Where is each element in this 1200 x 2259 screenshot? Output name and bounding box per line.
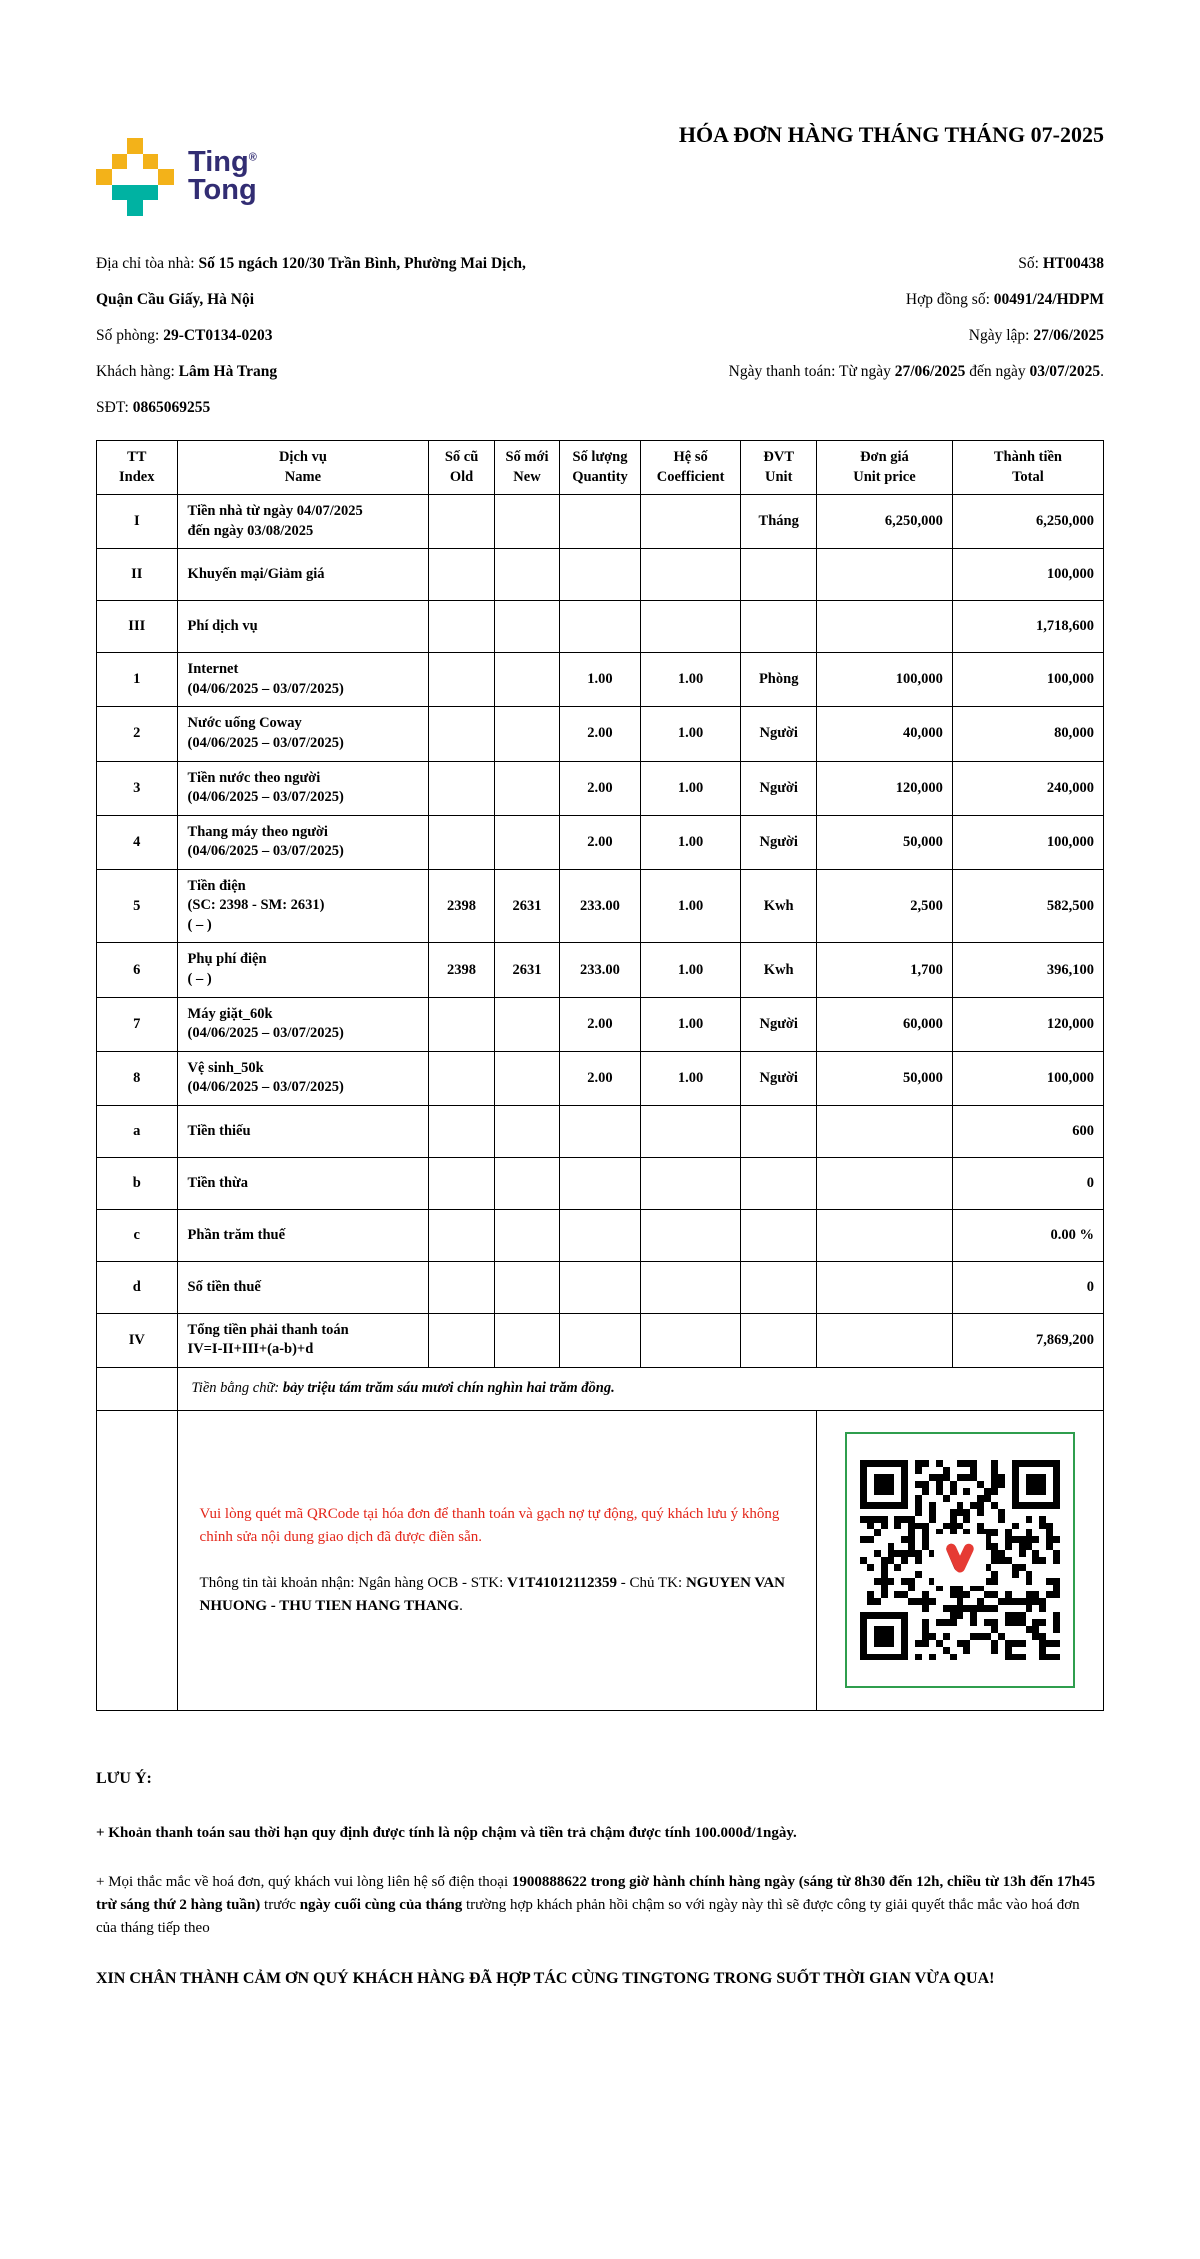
amount-in-words: Tiền bằng chữ: bảy triệu tám trăm sáu mươi chín nghìn hai trăm đồng. [177, 1367, 1103, 1410]
cell-old [429, 761, 494, 815]
qr-code-frame [845, 1432, 1075, 1688]
tingtong-wordmark [188, 146, 257, 206]
table-row [97, 1261, 1104, 1313]
document-title: HÓA ĐƠN HÀNG THÁNG THÁNG 07-2025 [678, 122, 1104, 147]
cell-price [816, 1105, 952, 1157]
cell-old [429, 1261, 494, 1313]
cell-price [816, 549, 952, 601]
cell-total: 396,100 [952, 943, 1103, 997]
cell-old [429, 1157, 494, 1209]
cell-name: Phụ phí điện ( – ) [177, 943, 429, 997]
contract-number: Hợp đồng số: 00491/24/HDPM [905, 291, 1104, 308]
cell-index: 7 [97, 997, 178, 1051]
cell-price [816, 1313, 952, 1367]
tingtong-logo [96, 138, 257, 216]
table-row [97, 601, 1104, 653]
col-header-quantity: Số lượng Quantity [560, 441, 641, 495]
cell-qty: 2.00 [560, 815, 641, 869]
cell-new [494, 1157, 559, 1209]
cell-total: 0.00 % [952, 1209, 1103, 1261]
cell-price [816, 1261, 952, 1313]
cell-qty: 1.00 [560, 653, 641, 707]
cell-qty: 2.00 [560, 761, 641, 815]
table-row [97, 1313, 1104, 1367]
cell-new [494, 1051, 559, 1105]
cell-price [816, 601, 952, 653]
cell-total: 100,000 [952, 1051, 1103, 1105]
cell-price: 60,000 [816, 997, 952, 1051]
qr-code-cell [816, 1410, 1103, 1710]
table-row [97, 1209, 1104, 1261]
cell-coeff [640, 1261, 741, 1313]
table-row [97, 1105, 1104, 1157]
cell-total: 582,500 [952, 869, 1103, 943]
cell-unit: Người [741, 997, 817, 1051]
cell-index: c [97, 1209, 178, 1261]
registered-mark: ® [248, 151, 257, 164]
cell-unit: Người [741, 1051, 817, 1105]
cell-index: d [97, 1261, 178, 1313]
header [96, 118, 1104, 216]
cell-old [429, 495, 494, 549]
qr-scan-warning: Vui lòng quét mã QRCode tại hóa đơn để thanh toán và gạch nợ tự động, quý khách lưu ý không chỉnh sửa nội dung giao dịch đã được điền sẵn. [199, 1506, 780, 1545]
cell-total: 100,000 [952, 815, 1103, 869]
cell-new [494, 1261, 559, 1313]
cell-coeff: 1.00 [640, 1051, 741, 1105]
cell-total: 0 [952, 1157, 1103, 1209]
col-header-new: Số mới New [494, 441, 559, 495]
cell-coeff [640, 1105, 741, 1157]
cell-coeff: 1.00 [640, 707, 741, 761]
cell-coeff: 1.00 [640, 761, 741, 815]
cell-old [429, 1105, 494, 1157]
cell-unit: Phòng [741, 653, 817, 707]
table-row [97, 495, 1104, 549]
cell-qty: 2.00 [560, 707, 641, 761]
cell-price: 2,500 [816, 869, 952, 943]
cell-new [494, 761, 559, 815]
cell-old [429, 601, 494, 653]
cell-name: Tổng tiền phải thanh toán IV=I-II+III+(a-b)+d [177, 1313, 429, 1367]
cell-old [429, 815, 494, 869]
cell-name: Phí dịch vụ [177, 601, 429, 653]
amount-in-words-row [97, 1367, 1104, 1410]
cell-new [494, 495, 559, 549]
cell-new [494, 601, 559, 653]
cell-qty [560, 1313, 641, 1367]
cell-index: 8 [97, 1051, 178, 1105]
tingtong-logo-icon [96, 138, 174, 216]
cell-unit [741, 1157, 817, 1209]
cell-unit [741, 1313, 817, 1367]
cell-qty: 233.00 [560, 943, 641, 997]
cell-index: IV [97, 1313, 178, 1367]
cell-new [494, 653, 559, 707]
cell-unit [741, 549, 817, 601]
cell-old [429, 1313, 494, 1367]
cell-price: 1,700 [816, 943, 952, 997]
cell-index [97, 1367, 178, 1410]
cell-name: Tiền thiếu [177, 1105, 429, 1157]
cell-old: 2398 [429, 869, 494, 943]
cell-unit: Tháng [741, 495, 817, 549]
cell-unit: Người [741, 761, 817, 815]
cell-unit: Kwh [741, 943, 817, 997]
cell-unit [741, 1261, 817, 1313]
cell-qty [560, 601, 641, 653]
cell-new: 2631 [494, 869, 559, 943]
vietqr-heart-icon [934, 1534, 986, 1586]
cell-new [494, 1105, 559, 1157]
table-row [97, 1051, 1104, 1105]
cell-name: Tiền thừa [177, 1157, 429, 1209]
cell-name: Internet (04/06/2025 – 03/07/2025) [177, 653, 429, 707]
col-header-unit-price: Đơn giá Unit price [816, 441, 952, 495]
cell-name: Phần trăm thuế [177, 1209, 429, 1261]
cell-price: 50,000 [816, 815, 952, 869]
cell-index: III [97, 601, 178, 653]
col-header-unit: ĐVT Unit [741, 441, 817, 495]
thank-you-message: XIN CHÂN THÀNH CẢM ƠN QUÝ KHÁCH HÀNG ĐÃ HỢP TÁC CÙNG TINGTONG TRONG SUỐT THỜI GIAN VỪA QUA! [96, 1969, 995, 1987]
cell-old [429, 997, 494, 1051]
cell-index: II [97, 549, 178, 601]
cell-index: a [97, 1105, 178, 1157]
payment-instructions [177, 1410, 816, 1710]
col-header-old: Số cũ Old [429, 441, 494, 495]
cell-coeff [640, 1209, 741, 1261]
late-payment-note: + Khoản thanh toán sau thời hạn quy định được tính là nộp chậm và tiền trả chậm được tính 100.000đ/1ngày. [96, 1824, 797, 1841]
table-row [97, 869, 1104, 943]
cell-index: 2 [97, 707, 178, 761]
cell-coeff: 1.00 [640, 653, 741, 707]
cell-new [494, 997, 559, 1051]
cell-qty [560, 549, 641, 601]
invoice-table [96, 440, 1104, 1711]
cell-qty [560, 1105, 641, 1157]
cell-old [429, 707, 494, 761]
col-header-total: Thành tiền Total [952, 441, 1103, 495]
cell-old: 2398 [429, 943, 494, 997]
cell-qty [560, 495, 641, 549]
cell-name: Vệ sinh_50k (04/06/2025 – 03/07/2025) [177, 1051, 429, 1105]
cell-qty [560, 1261, 641, 1313]
cell-old [429, 653, 494, 707]
cell-total: 1,718,600 [952, 601, 1103, 653]
qr-payment-row [97, 1410, 1104, 1710]
cell-unit [741, 601, 817, 653]
cell-new [494, 707, 559, 761]
cell-name: Số tiền thuế [177, 1261, 429, 1313]
cell-name: Thang máy theo người (04/06/2025 – 03/07/2025) [177, 815, 429, 869]
cell-new [494, 549, 559, 601]
cell-price [816, 1209, 952, 1261]
cell-name: Tiền nhà từ ngày 04/07/2025 đến ngày 03/08/2025 [177, 495, 429, 549]
logo-word-2: Tong [188, 174, 257, 206]
logo-word-1: Ting [188, 146, 249, 179]
cell-price [816, 1157, 952, 1209]
table-header-row [97, 441, 1104, 495]
payment-period: Ngày thanh toán: Từ ngày 27/06/2025 đến ngày 03/07/2025. [728, 363, 1104, 380]
invoice-info [96, 246, 1104, 426]
table-row [97, 997, 1104, 1051]
building-address-line1: Địa chỉ tòa nhà: Số 15 ngách 120/30 Trần Bình, Phường Mai Dịch, [96, 255, 526, 272]
cell-name: Nước uống Coway (04/06/2025 – 03/07/2025) [177, 707, 429, 761]
cell-index: 6 [97, 943, 178, 997]
cell-new [494, 815, 559, 869]
building-address-line2: Quận Cầu Giấy, Hà Nội [96, 291, 255, 308]
cell-new: 2631 [494, 943, 559, 997]
cell-coeff [640, 1157, 741, 1209]
cell-index: 1 [97, 653, 178, 707]
cell-price: 100,000 [816, 653, 952, 707]
cell-coeff [640, 549, 741, 601]
cell-unit: Người [741, 707, 817, 761]
table-row [97, 761, 1104, 815]
notes-heading: LƯU Ý: [96, 1769, 152, 1787]
cell-coeff [640, 1313, 741, 1367]
cell-new [494, 1313, 559, 1367]
cell-name: Tiền nước theo người (04/06/2025 – 03/07/2025) [177, 761, 429, 815]
cell-name: Máy giặt_60k (04/06/2025 – 03/07/2025) [177, 997, 429, 1051]
invoice-number: Số: HT00438 [1018, 255, 1104, 272]
cell-qty [560, 1209, 641, 1261]
cell-index: 4 [97, 815, 178, 869]
cell-index: b [97, 1157, 178, 1209]
receiving-account-info: Thông tin tài khoản nhận: Ngân hàng OCB - STK: V1T41012112359 - Chủ TK: NGUYEN VAN NHUONG - THU TIEN HANG THANG. [199, 1575, 785, 1614]
cell-unit: Người [741, 815, 817, 869]
col-header-name: Dịch vụ Name [177, 441, 429, 495]
cell-unit: Kwh [741, 869, 817, 943]
cell-price: 50,000 [816, 1051, 952, 1105]
cell-total: 100,000 [952, 653, 1103, 707]
hotline-note: + Mọi thắc mắc về hoá đơn, quý khách vui lòng liên hệ số điện thoại 1900888622 trong giờ hành chính hàng ngày (sáng từ 8h30 đến 12h, chiều từ 13h đến 17h45 trừ sáng thứ 2 hàng tuần) trước ngày cuối cùng của tháng trường hợp khách phản hồi chậm so với ngày này thì sẽ được công ty giải quyết thắc mắc vào hoá đơn của tháng tiếp theo [96, 1873, 1096, 1937]
customer-name: Khách hàng: Lâm Hà Trang [96, 363, 278, 380]
cell-qty: 2.00 [560, 1051, 641, 1105]
cell-qty: 233.00 [560, 869, 641, 943]
cell-index: 5 [97, 869, 178, 943]
cell-unit [741, 1209, 817, 1261]
cell-total: 80,000 [952, 707, 1103, 761]
cell-total: 240,000 [952, 761, 1103, 815]
table-row [97, 1157, 1104, 1209]
cell-name: Khuyến mại/Giảm giá [177, 549, 429, 601]
cell-name: Tiền điện (SC: 2398 - SM: 2631) ( – ) [177, 869, 429, 943]
qr-code [860, 1460, 1060, 1660]
table-row [97, 943, 1104, 997]
table-row [97, 707, 1104, 761]
cell-coeff: 1.00 [640, 997, 741, 1051]
cell-coeff: 1.00 [640, 943, 741, 997]
cell-old [429, 1051, 494, 1105]
cell-index: 3 [97, 761, 178, 815]
cell-qty: 2.00 [560, 997, 641, 1051]
cell-price: 40,000 [816, 707, 952, 761]
col-header-index: TT Index [97, 441, 178, 495]
cell-index: I [97, 495, 178, 549]
cell-old [429, 549, 494, 601]
cell-qty [560, 1157, 641, 1209]
cell-coeff: 1.00 [640, 815, 741, 869]
cell-new [494, 1209, 559, 1261]
issue-date: Ngày lập: 27/06/2025 [968, 327, 1104, 344]
cell-total: 120,000 [952, 997, 1103, 1051]
cell-total: 6,250,000 [952, 495, 1103, 549]
table-row [97, 653, 1104, 707]
room-number: Số phòng: 29-CT0134-0203 [96, 327, 273, 344]
table-row [97, 815, 1104, 869]
cell-price: 120,000 [816, 761, 952, 815]
footer-notes [96, 1767, 1104, 1991]
table-row [97, 549, 1104, 601]
customer-phone: SĐT: 0865069255 [96, 399, 211, 416]
cell-total: 7,869,200 [952, 1313, 1103, 1367]
cell-unit [741, 1105, 817, 1157]
invoice-table-body [97, 495, 1104, 1711]
cell-old [429, 1209, 494, 1261]
col-header-coefficient: Hệ số Coefficient [640, 441, 741, 495]
cell-coeff: 1.00 [640, 869, 741, 943]
cell-total: 100,000 [952, 549, 1103, 601]
cell-total: 600 [952, 1105, 1103, 1157]
cell-coeff [640, 495, 741, 549]
cell-total: 0 [952, 1261, 1103, 1313]
cell-coeff [640, 601, 741, 653]
cell-price: 6,250,000 [816, 495, 952, 549]
cell-index [97, 1410, 178, 1710]
